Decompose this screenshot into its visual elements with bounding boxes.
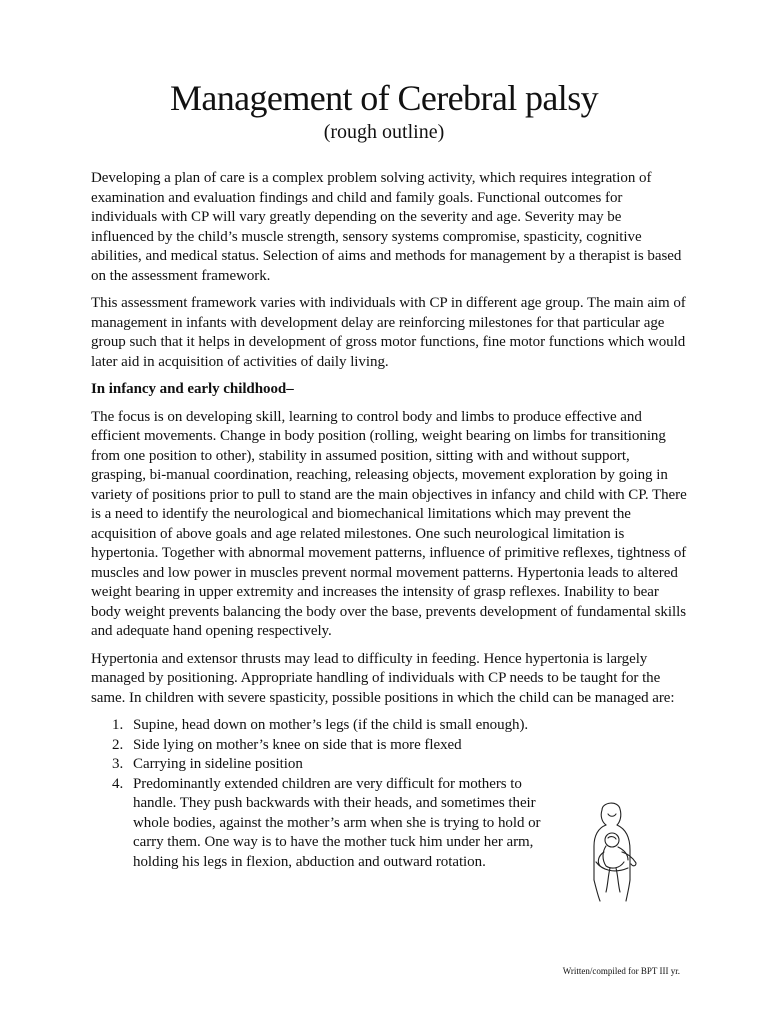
list-item <box>91 755 687 775</box>
list-number: 1. <box>112 717 124 733</box>
list-item <box>91 736 687 756</box>
page-title: Management of Cerebral palsy <box>169 78 599 118</box>
list-item-text: Supine, head down on mother’s legs (if the child is small enough). <box>133 717 529 733</box>
list-item-text: Predominantly extended children are very difficult for mothers to handle. They push backwards with their heads, and sometimes their whole bodies, against the mother’s arm when she is trying to hold or carry them. One way is to have the mother tuck him under her arm, holding his legs in flexion, abduction and outward rotation. <box>133 775 541 870</box>
mother-carrying-child-illustration <box>584 800 642 902</box>
list-item-text: Side lying on mother’s knee on side that is more flexed <box>133 736 462 753</box>
list-item <box>91 716 687 736</box>
list-number: 3. <box>112 756 124 772</box>
footer-note: Written/compiled for BPT III yr. <box>562 966 680 976</box>
list-item-text: Carrying in sideline position <box>133 756 303 772</box>
list-number: 4. <box>112 775 124 792</box>
list-number: 2. <box>112 736 124 753</box>
page-subtitle: (rough outline) <box>323 121 445 143</box>
list-item <box>91 775 548 873</box>
document-body <box>91 169 687 872</box>
paragraph: Developing a plan of care is a complex problem solving activity, which requires integration of examination and evaluation findings and child and family goals. Functional outcomes for individuals with CP will vary greatly depending on the severity and age. Severity may be influenced by the child’s muscle strength, sensory systems compromise, spasticity, cognitive abilities, and medical status. Selection of aims and methods for management by a therapist is based on the assessment framework. <box>91 170 682 284</box>
paragraph: This assessment framework varies with individuals with CP in different age group. The main aim of management in infants with development delay are reinforcing milestones for that particular age group such that it helps in development of gross motor functions, fine motor functions which would later aid in acquisition of activities of daily living. <box>91 295 686 370</box>
section-heading: In infancy and early childhood– <box>91 381 294 397</box>
paragraph: The focus is on developing skill, learning to control body and limbs to produce effective and efficient movements. Change in body position (rolling, weight bearing on limbs for transitioning from one position to other), stability in assumed position, sitting with and without support, grasping, bi-manual coordination, reaching, releasing objects, movement exploration by going in variety of positions prior to pull to stand are the main objectives in infancy and child with CP. There is a need to identify the neurological and biomechanical limitations which may prevent the acquisition of above goals and age related milestones. One such neurological limitation is hypertonia. Together with abnormal movement patterns, influence of primitive reflexes, tightness of muscles and low power in muscles prevent normal movement patterns. Hypertonia leads to altered weight bearing in upper extremity and increases the intensity of grasp reflexes. Inability to bear body weight prevents balancing the body over the base, prevents development of fundamental skills and adequate hand opening respectively. <box>91 408 687 639</box>
paragraph: Hypertonia and extensor thrusts may lead to difficulty in feeding. Hence hypertonia is largely managed by positioning. Appropriate handling of individuals with CP needs to be taught for the same. In children with severe spasticity, possible positions in which the child can be managed are: <box>91 650 675 706</box>
